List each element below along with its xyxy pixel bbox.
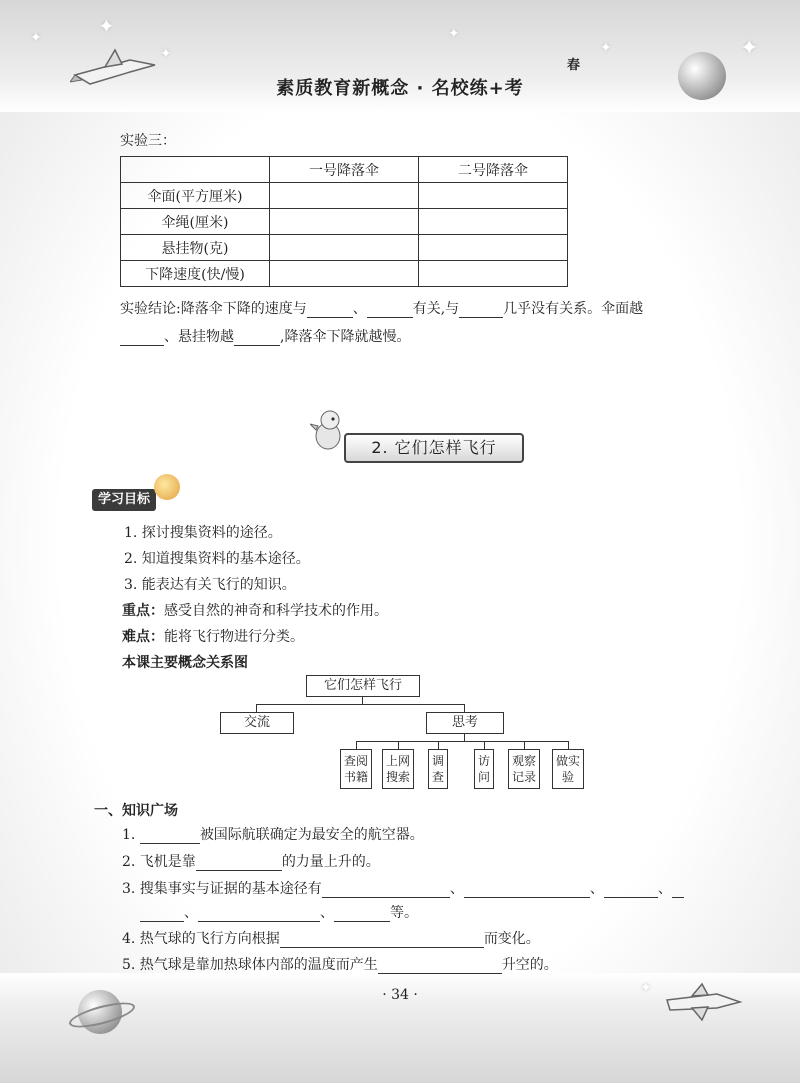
answer-blank[interactable] <box>140 907 184 922</box>
concept-node-think: 思考 <box>426 712 504 734</box>
unit-title: 2. 它们怎样飞行 <box>344 433 524 463</box>
star-icon: ✦ <box>640 980 652 996</box>
table-row-label: 伞绳(厘米) <box>121 209 270 235</box>
connector-line <box>464 704 465 712</box>
experiment-heading: 实验三： <box>120 133 176 149</box>
table-cell <box>419 261 568 287</box>
question-text: 的力量上升的。 <box>281 854 380 870</box>
answer-blank[interactable] <box>307 303 353 318</box>
star-icon: ✦ <box>98 14 115 38</box>
question-4 <box>122 928 540 948</box>
question-text: 而变化。 <box>483 931 540 947</box>
difficult-point <box>122 626 304 646</box>
season-label: 春 <box>567 58 581 73</box>
conclusion-text: 有关,与 <box>412 301 460 317</box>
connector-line <box>256 704 464 705</box>
star-icon: ✦ <box>740 36 759 61</box>
concept-leaf <box>382 749 414 789</box>
question-5 <box>122 954 558 974</box>
question-text: 被国际航联确定为最安全的航空器。 <box>199 827 424 843</box>
concept-leaf <box>552 749 584 789</box>
difficult-point-text: 能将飞行物进行分类。 <box>164 629 304 645</box>
answer-blank[interactable] <box>334 907 390 922</box>
concept-leaf <box>340 749 372 789</box>
page-number: · 34 · <box>382 987 418 1003</box>
answer-blank[interactable] <box>604 883 658 898</box>
question-text: 升空的。 <box>501 957 558 973</box>
question-text: 2. 飞机是靠 <box>122 854 196 870</box>
table-row <box>121 261 568 287</box>
question-text: 、 <box>184 905 198 921</box>
experiment-conclusion-line2 <box>120 326 410 346</box>
connector-line <box>438 741 439 749</box>
answer-blank[interactable] <box>234 331 280 346</box>
goal-item: 1. 探讨搜集资料的途径。 <box>124 525 282 541</box>
question-3 <box>122 878 684 898</box>
table-row <box>121 183 568 209</box>
concept-leaf <box>428 749 448 789</box>
section-heading: 一、知识广场 <box>94 803 178 819</box>
answer-blank[interactable] <box>198 907 320 922</box>
table-row-label: 悬挂物(克) <box>121 235 270 261</box>
concept-map-title: 本课主要概念关系图 <box>122 655 248 671</box>
answer-blank[interactable] <box>322 883 450 898</box>
answer-blank[interactable] <box>140 829 200 844</box>
learning-goals-tag: 学习目标 <box>92 489 156 511</box>
leaf-text: 查阅 <box>343 754 368 768</box>
key-point <box>122 600 388 620</box>
leaf-text: 问 <box>477 770 490 784</box>
question-text: 5. 热气球是靠加热球体内部的温度而产生 <box>122 957 378 973</box>
answer-blank[interactable] <box>367 303 413 318</box>
question-2 <box>122 851 380 871</box>
leaf-text: 调 <box>431 754 444 768</box>
leaf-text: 书籍 <box>343 770 368 784</box>
answer-blank[interactable] <box>280 933 484 948</box>
question-text: 、 <box>589 881 604 897</box>
table-cell <box>419 183 568 209</box>
table-cell <box>270 235 419 261</box>
conclusion-text: 、 <box>352 301 367 317</box>
experiment-table <box>120 156 568 287</box>
question-text: 、 <box>449 881 464 897</box>
connector-line <box>356 741 568 742</box>
concept-node-communicate: 交流 <box>220 712 294 734</box>
connector-line <box>362 696 363 704</box>
table-cell <box>419 235 568 261</box>
leaf-text: 记录 <box>511 770 536 784</box>
leaf-text: 搜索 <box>385 770 410 784</box>
star-icon: ✦ <box>30 30 42 46</box>
key-point-label: 重点： <box>122 603 164 619</box>
table-cell <box>419 209 568 235</box>
connector-line <box>524 741 525 749</box>
connector-line <box>484 741 485 749</box>
conclusion-text: ,降落伞下降就越慢。 <box>280 329 411 345</box>
answer-blank[interactable] <box>196 856 282 871</box>
leaf-text: 做实 <box>555 754 580 768</box>
table-row <box>121 235 568 261</box>
star-icon: ✦ <box>448 26 460 42</box>
page-header-title: 素质教育新概念 · 名校练+考 <box>276 78 524 99</box>
answer-blank[interactable] <box>120 331 164 346</box>
table-header-cell <box>121 157 270 183</box>
table-row-label: 伞面(平方厘米) <box>121 183 270 209</box>
question-text: 3. 搜集事实与证据的基本途径有 <box>122 881 322 897</box>
concept-leaf <box>508 749 540 789</box>
answer-blank[interactable] <box>672 883 684 898</box>
leaf-text: 查 <box>431 770 444 784</box>
goal-item: 3. 能表达有关飞行的知识。 <box>124 577 296 593</box>
table-cell <box>270 183 419 209</box>
leaf-text: 上网 <box>385 754 410 768</box>
concept-root: 它们怎样飞行 <box>306 675 420 697</box>
connector-line <box>256 704 257 712</box>
connector-line <box>464 733 465 741</box>
concept-leaf <box>474 749 494 789</box>
question-1 <box>122 824 424 844</box>
answer-blank[interactable] <box>459 303 503 318</box>
conclusion-text: 、悬挂物越 <box>164 329 234 345</box>
difficult-point-label: 难点： <box>122 629 164 645</box>
connector-line <box>568 741 569 749</box>
question-3-continued <box>140 902 418 922</box>
question-text: 、 <box>320 905 334 921</box>
star-icon: ✦ <box>160 46 172 62</box>
answer-blank[interactable] <box>464 883 590 898</box>
question-number: 1. <box>122 827 136 843</box>
table-header-cell: 二号降落伞 <box>419 157 568 183</box>
leaf-text: 访 <box>477 754 490 768</box>
connector-line <box>398 741 399 749</box>
leaf-text: 验 <box>561 770 574 784</box>
bee-icon <box>154 474 180 500</box>
answer-blank[interactable] <box>378 959 502 974</box>
table-row <box>121 209 568 235</box>
table-header-row <box>121 157 568 183</box>
goal-item: 2. 知道搜集资料的基本途径。 <box>124 551 310 567</box>
table-row-label: 下降速度(快/慢) <box>121 261 270 287</box>
question-text: 、 <box>657 881 672 897</box>
conclusion-text: 实验结论:降落伞下降的速度与 <box>120 301 307 317</box>
table-cell <box>270 209 419 235</box>
table-header-cell: 一号降落伞 <box>270 157 419 183</box>
star-icon: ✦ <box>600 40 612 56</box>
experiment-conclusion-line1 <box>120 298 643 318</box>
key-point-text: 感受自然的神奇和科学技术的作用。 <box>164 603 388 619</box>
connector-line <box>356 741 357 749</box>
conclusion-text: 几乎没有关系。伞面越 <box>503 301 644 317</box>
question-text: 4. 热气球的飞行方向根据 <box>122 931 280 947</box>
leaf-text: 观察 <box>511 754 536 768</box>
dragon-mascot-icon <box>310 408 346 452</box>
question-text: 等。 <box>390 905 418 921</box>
table-cell <box>270 261 419 287</box>
